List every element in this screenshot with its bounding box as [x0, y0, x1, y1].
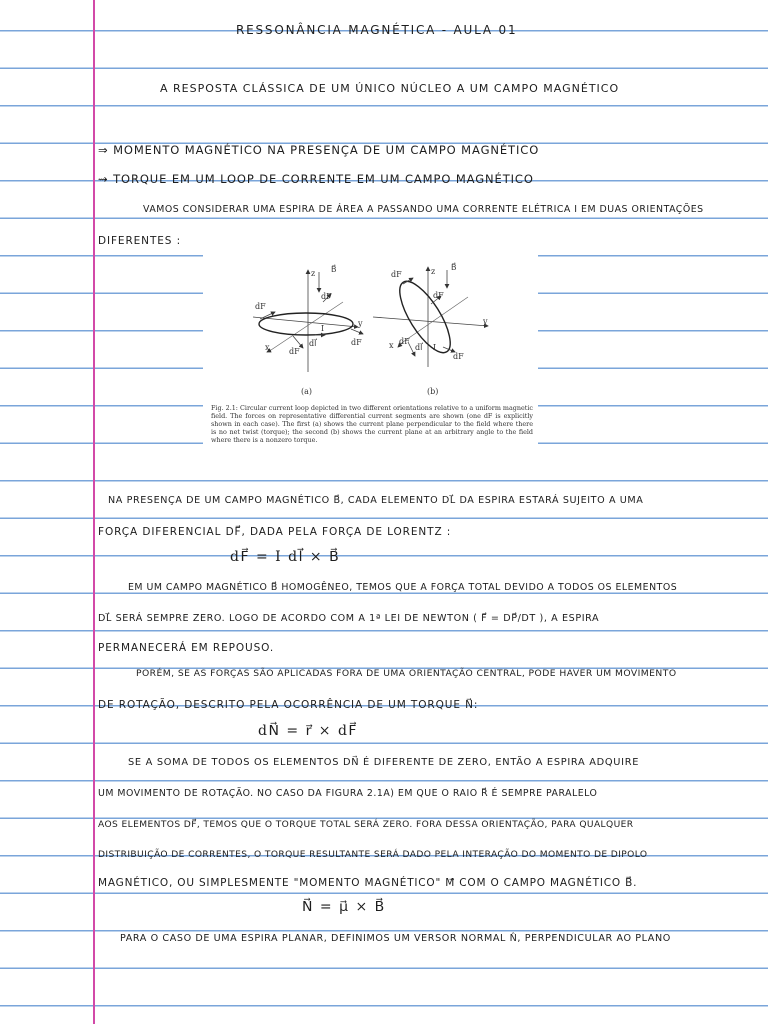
section-heading-magnetic-moment: ⇒ MOMENTO MAGNÉTICO NA PRESENÇA DE UM CAMPO MAGNÉTICO: [98, 143, 540, 157]
figure-current-loop: [203, 252, 538, 455]
margin-line: [93, 0, 95, 1024]
page-subtitle: A RESPOSTA CLÁSSICA DE UM ÚNICO NÚCLEO A UM CAMPO MAGNÉTICO: [160, 82, 620, 95]
paragraph-2-line-2: DL⃗ SERÁ SEMPRE ZERO. LOGO DE ACORDO COM A 1ª LEI DE NEWTON ( F⃗ = DP⃗/DT ), A ESPIRA: [98, 613, 600, 624]
figure-diagram: [203, 252, 538, 402]
label-a-dF-top: dF: [321, 292, 332, 301]
paragraph-2-line-1: EM UM CAMPO MAGNÉTICO B⃗ HOMOGÊNEO, TEMOS QUE A FORÇA TOTAL DEVIDO A TODOS OS ELEMENTOS: [128, 582, 678, 593]
paragraph-4-line-2: UM MOVIMENTO DE ROTAÇÃO. NO CASO DA FIGURA 2.1A) EM QUE O RAIO R⃗ É SEMPRE PARALELO: [98, 788, 598, 799]
label-a-dF-bottom: dF: [289, 347, 300, 356]
label-b-dF-top-left: dF: [391, 270, 402, 279]
paragraph-5-line-1: PARA O CASO DE UMA ESPIRA PLANAR, DEFINIMOS UM VERSOR NORMAL N̂, PERPENDICULAR AO PLANO: [120, 933, 671, 944]
label-b-dF-top: dF: [433, 291, 444, 300]
intro-line-2: DIFERENTES :: [98, 235, 182, 247]
label-b-x: x: [389, 341, 394, 350]
label-b-B: B⃗: [451, 263, 457, 272]
label-b-dF-right: dF: [453, 352, 464, 361]
equation-torque: dN⃗ = r⃗ × dF⃗: [258, 723, 358, 739]
paragraph-4-line-1: SE A SOMA DE TODOS OS ELEMENTOS DN⃗ É DIFERENTE DE ZERO, ENTÃO A ESPIRA ADQUIRE: [128, 757, 640, 768]
label-b-dF-bottom-left: dF: [399, 337, 410, 346]
equation-lorentz: dF⃗ = I dl⃗ × B⃗: [230, 549, 341, 565]
label-a-y: y: [358, 319, 363, 328]
label-a-dF-left: dF: [255, 302, 266, 311]
figure-caption: Fig. 2.1: Circular current loop depicted in two different orientations relative to a uniform magnetic field. The forces on representative differential current segments are shown (one dF is explicitly shown in each case). The first (a) shows the current plane perpendicular to the field where there is no net twist (torque); the second (b) shows the current plane at an arbitrary angle to the field where there is a nonzero torque.: [211, 404, 533, 444]
panel-b-diagram: [373, 262, 488, 396]
label-b-dl: dl⃗: [415, 343, 423, 352]
paragraph-2-line-3: PERMANECERÁ EM REPOUSO.: [98, 642, 275, 654]
page-title: RESSONÂNCIA MAGNÉTICA - AULA 01: [236, 23, 518, 37]
label-a-B: B⃗: [331, 265, 337, 274]
label-a-dF-right: dF: [351, 338, 362, 347]
equation-magnetic-torque: N⃗ = μ⃗ × B⃗: [302, 899, 386, 915]
paragraph-3-line-2: DE ROTAÇÃO, DESCRITO PELA OCORRÊNCIA DE UM TORQUE N⃗:: [98, 699, 479, 711]
label-panel-b: (b): [427, 387, 439, 396]
paragraph-1-line-1: NA PRESENÇA DE UM CAMPO MAGNÉTICO B⃗, CADA ELEMENTO DL⃗ DA ESPIRA ESTARÁ SUJEITO A UMA: [108, 495, 644, 506]
label-a-z: z: [311, 269, 316, 278]
paragraph-4-line-4: DISTRIBUIÇÃO DE CORRENTES, O TORQUE RESULTANTE SERÁ DADO PELA INTERAÇÃO DO MOMENTO DE DIPOLO: [98, 850, 648, 860]
label-a-I: I: [321, 324, 325, 333]
intro-line-1: VAMOS CONSIDERAR UMA ESPIRA DE ÁREA A PASSANDO UMA CORRENTE ELÉTRICA I EM DUAS ORIENTAÇÕES: [143, 204, 704, 215]
section-heading-torque: ⇝ TORQUE EM UM LOOP DE CORRENTE EM UM CAMPO MAGNÉTICO: [98, 172, 534, 186]
label-a-x: x: [265, 343, 270, 352]
label-b-z: z: [431, 267, 436, 276]
label-a-dl: dl⃗: [309, 339, 317, 348]
paragraph-4-line-5: MAGNÉTICO, OU SIMPLESMENTE "MOMENTO MAGNÉTICO" Μ⃗ COM O CAMPO MAGNÉTICO B⃗.: [98, 877, 638, 889]
paragraph-3-line-1: PORÉM, SE AS FORÇAS SÃO APLICADAS FORA DE UMA ORIENTAÇÃO CENTRAL, PODE HAVER UM MOVIMENTO: [136, 668, 677, 679]
panel-a-diagram: [253, 264, 363, 396]
label-b-y: y: [483, 317, 488, 326]
paragraph-1-line-2: FORÇA DIFERENCIAL DF⃗, DADA PELA FORÇA DE LORENTZ :: [98, 526, 452, 538]
label-panel-a: (a): [301, 387, 313, 396]
paragraph-4-line-3: AOS ELEMENTOS DF⃗, TEMOS QUE O TORQUE TOTAL SERÁ ZERO. FORA DESSA ORIENTAÇÃO, PARA QUALQUER: [98, 820, 634, 830]
label-b-I: I: [433, 343, 437, 352]
